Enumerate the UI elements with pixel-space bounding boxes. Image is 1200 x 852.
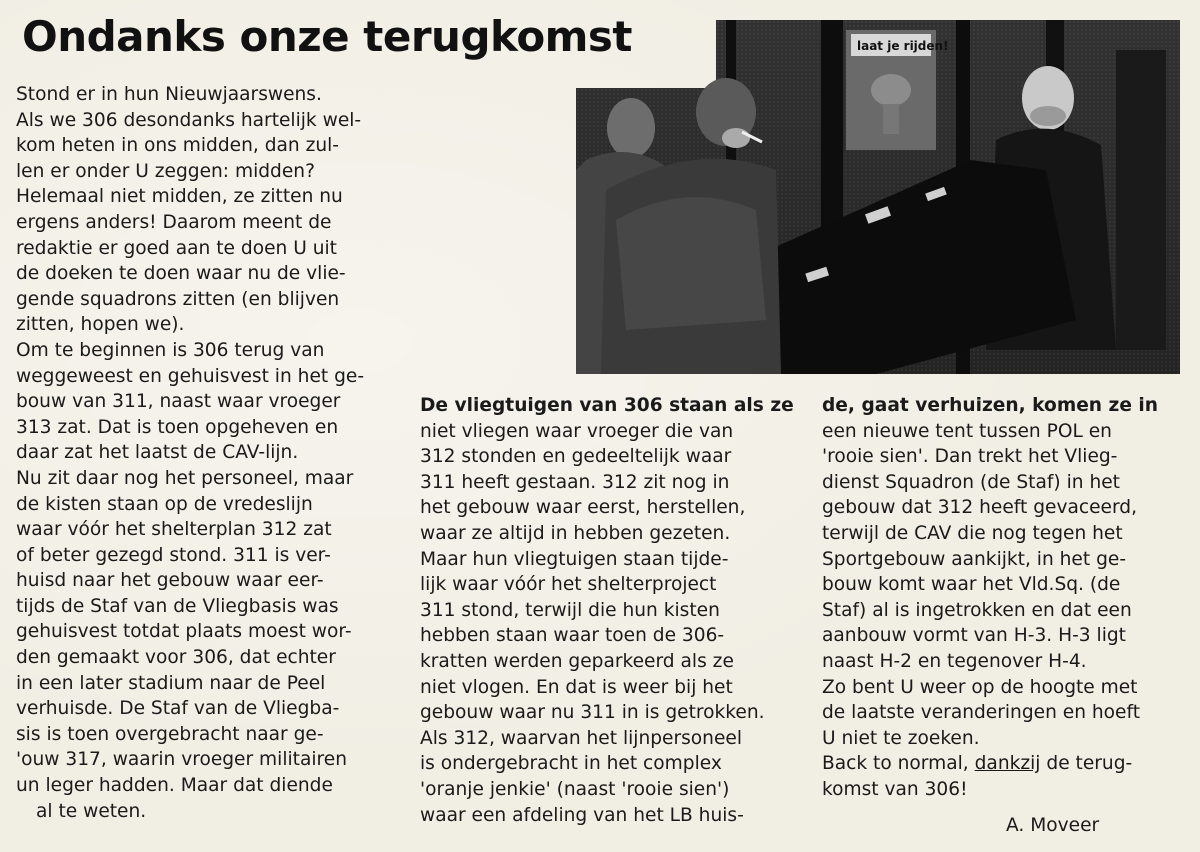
column-1-line: redaktie er goed aan te doen U uit — [16, 237, 337, 259]
column-1-line: Stond er in hun Nieuwjaarswens. — [16, 84, 322, 105]
underlined-word: dankzij — [974, 753, 1041, 775]
column-2-line: 311 stond, terwijl die hun kisten — [420, 599, 720, 621]
column-1-line: daar zat het laatst de CAV-lijn. — [16, 442, 299, 464]
column-1-line: zitten, hopen we). — [16, 314, 185, 336]
column-3-line: de, gaat verhuizen, komen ze in — [822, 395, 1159, 416]
column-3-line: 'rooie sien'. Dan trekt het Vlieg- — [822, 446, 1118, 468]
column-3-line: aanbouw vormt van H-3. H-3 ligt — [822, 625, 1126, 647]
column-2-line: 'oranje jenkie' (naast 'rooie sien') — [420, 778, 730, 800]
column-2-line: is ondergebracht in het complex — [420, 753, 722, 775]
column-3-line: een nieuwe tent tussen POL en — [822, 420, 1112, 442]
column-2-line: hebben staan waar toen de 306- — [420, 625, 725, 647]
column-3-line: dienst Squadron (de Staf) in het — [822, 471, 1120, 493]
article-column-1 — [16, 82, 364, 824]
column-2-line: lijk waar vóór het shelterproject — [420, 574, 717, 596]
column-2-line: De vliegtuigen van 306 staan als ze — [420, 395, 794, 416]
column-1-line: sis is toen overgebracht naar ge- — [16, 723, 324, 745]
column-1-line: ergens anders! Daarom meent de — [16, 211, 332, 233]
column-1-line: den gemaakt voor 306, dat echter — [16, 647, 336, 669]
column-2-line: Als 312, waarvan het lijnpersoneel — [420, 727, 743, 749]
article-column-3 — [822, 393, 1158, 803]
column-2-line: 312 stonden en gedeeltelijk waar — [420, 446, 732, 468]
column-1-line: in een later stadium naar de Peel — [16, 672, 326, 694]
column-3-line: komst van 306! — [822, 778, 968, 800]
column-2-line: kratten werden geparkeerd als ze — [420, 650, 734, 672]
column-2-line: niet vliegen waar vroeger die van — [420, 420, 734, 442]
column-3-line: Staf) al is ingetrokken en dat een — [822, 599, 1132, 621]
column-1-line: of beter gezegd stond. 311 is ver- — [16, 544, 331, 566]
column-1-line: 'ouw 317, waarin vroeger militairen — [16, 749, 347, 771]
column-2-line: gebouw waar nu 311 in is getrokken. — [420, 702, 765, 724]
column-1-line: gehuisvest totdat plaats moest wor- — [16, 621, 352, 643]
column-2-line: niet vlogen. En dat is weer bij het — [420, 676, 733, 698]
column-3-line: Sportgebouw aankijkt, in het ge- — [822, 548, 1127, 570]
column-2-line: Maar hun vliegtuigen staan tijde- — [420, 548, 729, 570]
article-photo — [576, 20, 1180, 374]
column-3-text: de terug- — [1046, 753, 1133, 775]
column-3-line: Zo bent U weer op de hoogte met — [822, 676, 1138, 698]
column-3-line-mixed — [822, 751, 1158, 777]
photo-sign-text: laat je rijden! — [857, 39, 949, 53]
column-1-line: de doeken te doen waar nu de vlie- — [16, 263, 346, 285]
column-3-line: bouw komt waar het Vld.Sq. (de — [822, 574, 1121, 596]
column-1-line: Nu zit daar nog het personeel, maar — [16, 467, 354, 489]
column-1-line: verhuisde. De Staf van de Vliegba- — [16, 698, 340, 720]
column-1-line: un leger hadden. Maar dat diende — [16, 775, 333, 797]
column-1-line: kom heten in ons midden, dan zul- — [16, 135, 340, 157]
column-1-line: bouw van 311, naast waar vroeger — [16, 391, 341, 413]
column-1-line: tijds de Staf van de Vliegbasis was — [16, 595, 339, 617]
column-1-line: waar vóór het shelterplan 312 zat — [16, 519, 332, 541]
column-1-line: gende squadrons zitten (en blijven — [16, 288, 340, 310]
column-3-line: terwijl de CAV die nog tegen het — [822, 522, 1123, 544]
column-3-line: de laatste veranderingen en hoeft — [822, 702, 1141, 724]
column-1-line: Als we 306 desondanks hartelijk wel- — [16, 109, 362, 131]
column-3-text: Back to normal, — [822, 753, 969, 775]
column-2-line: 311 heeft gestaan. 312 zit nog in — [420, 471, 730, 493]
column-3-line: naast H-2 en tegenover H-4. — [822, 650, 1087, 672]
author-signature: A. Moveer — [1006, 815, 1100, 836]
column-1-line: al te weten. — [36, 800, 147, 822]
column-1-line: len er onder U zeggen: midden? — [16, 160, 315, 182]
article-column-2 — [420, 393, 794, 828]
column-1-line: Om te beginnen is 306 terug van — [16, 339, 325, 361]
column-3-line: U niet te zoeken. — [822, 727, 980, 749]
column-1-line: weggeweest en gehuisvest in het ge- — [16, 365, 365, 387]
column-2-line: waar ze altijd in hebben gezeten. — [420, 522, 731, 544]
article-headline: Ondanks onze terugkomst — [22, 12, 633, 61]
column-3-line: gebouw dat 312 heeft gevaceerd, — [822, 497, 1137, 519]
column-2-line: waar een afdeling van het LB huis- — [420, 804, 744, 826]
column-2-line: het gebouw waar eerst, herstellen, — [420, 497, 746, 519]
column-1-line: huisd naar het gebouw waar eer- — [16, 570, 324, 592]
column-1-line: de kisten staan op de vredeslijn — [16, 493, 313, 515]
column-1-line: Helemaal niet midden, ze zitten nu — [16, 186, 343, 208]
column-1-line: 313 zat. Dat is toen opgeheven en — [16, 416, 339, 438]
